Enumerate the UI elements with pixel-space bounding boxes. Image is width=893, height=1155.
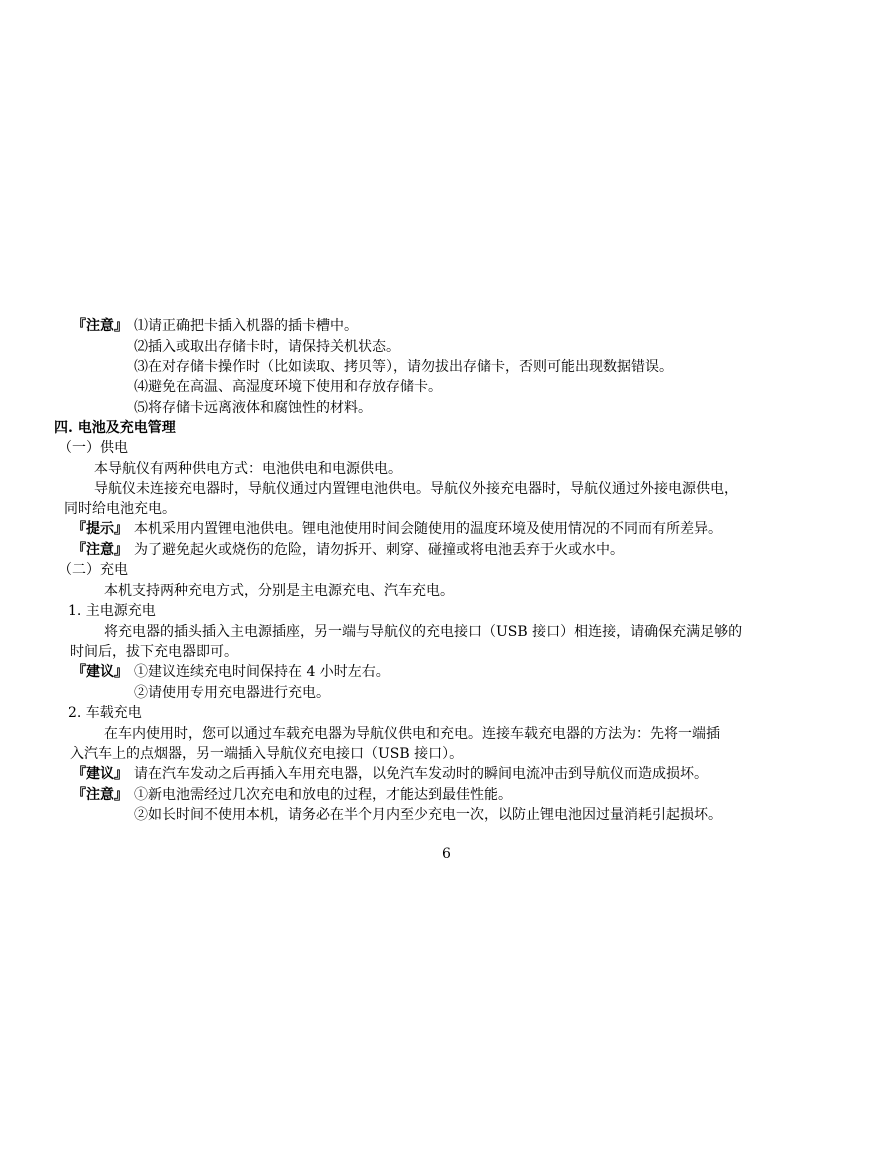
car-charge-line-1: 在车内使用时，您可以通过车载充电器为导航仪供电和充电。连接车载充电器的方法为：先将一端插 — [104, 726, 720, 742]
power-warning-label: 『注意』 — [72, 542, 128, 558]
car-suggest-text: 请在汽车发动之后再插入车用充电器，以免汽车发动时的瞬间电流冲击到导航仪而造成损坏。 — [134, 766, 708, 782]
main-power-line-1: 将充电器的插头插入主电源插座，另一端与导航仪的充电接口（USB 接口）相连接，请确保充满足够的 — [104, 624, 743, 640]
power-warning-text: 为了避免起火或烧伤的危险，请勿拆开、刺穿、碰撞或将电池丢弃于火或水中。 — [134, 542, 624, 558]
car-charge-heading: 2. 车载充电 — [68, 705, 142, 721]
tip-text: 本机采用内置锂电池供电。锂电池使用时间会随使用的温度环境及使用情况的不同而有所差异。 — [134, 521, 722, 537]
car-warning-1: ①新电池需经过几次充电和放电的过程，才能达到最佳性能。 — [134, 787, 512, 803]
charge-intro: 本机支持两种充电方式，分别是主电源充电、汽车充电。 — [104, 583, 454, 599]
charge-heading: （二）充电 — [58, 562, 128, 578]
power-paragraph-2-line-2: 同时给电池充电。 — [64, 501, 176, 517]
car-warning-label: 『注意』 — [72, 787, 128, 803]
notice-item-3: ⑶在对存储卡操作时（比如读取、拷贝等），请勿拔出存储卡，否则可能出现数据错误。 — [134, 359, 673, 375]
main-power-line-2: 时间后，拔下充电器即可。 — [70, 644, 238, 660]
main-suggest-label: 『建议』 — [72, 664, 128, 680]
car-suggest-label: 『建议』 — [72, 766, 128, 782]
section-title: 四. 电池及充电管理 — [54, 420, 176, 436]
notice-item-2: ⑵插入或取出存储卡时，请保持关机状态。 — [134, 339, 400, 355]
power-heading: （一）供电 — [58, 440, 128, 456]
power-paragraph-2-line-1: 导航仪未连接充电器时，导航仪通过内置锂电池供电。导航仪外接充电器时，导航仪通过外接电源供电， — [94, 481, 738, 497]
main-suggest-1: ①建议连续充电时间保持在 4 小时左右。 — [134, 664, 390, 680]
power-paragraph-1: 本导航仪有两种供电方式：电池供电和电源供电。 — [94, 461, 402, 477]
tip-label: 『提示』 — [72, 521, 128, 537]
main-power-heading: 1. 主电源充电 — [68, 603, 156, 619]
main-suggest-2: ②请使用专用充电器进行充电。 — [134, 685, 330, 701]
notice-item-5: ⑸将存储卡远离液体和腐蚀性的材料。 — [134, 400, 372, 416]
notice-item-4: ⑷避免在高温、高湿度环境下使用和存放存储卡。 — [134, 379, 442, 395]
car-warning-2: ②如长时间不使用本机，请务必在半个月内至少充电一次，以防止锂电池因过量消耗引起损坏。 — [134, 807, 722, 823]
car-charge-line-2: 入汽车上的点烟器，另一端插入导航仪充电接口（USB 接口）。 — [70, 746, 464, 762]
notice-label: 『注意』 — [72, 318, 128, 334]
notice-item-1: ⑴请正确把卡插入机器的插卡槽中。 — [134, 318, 358, 334]
page-number: 6 — [442, 846, 451, 862]
